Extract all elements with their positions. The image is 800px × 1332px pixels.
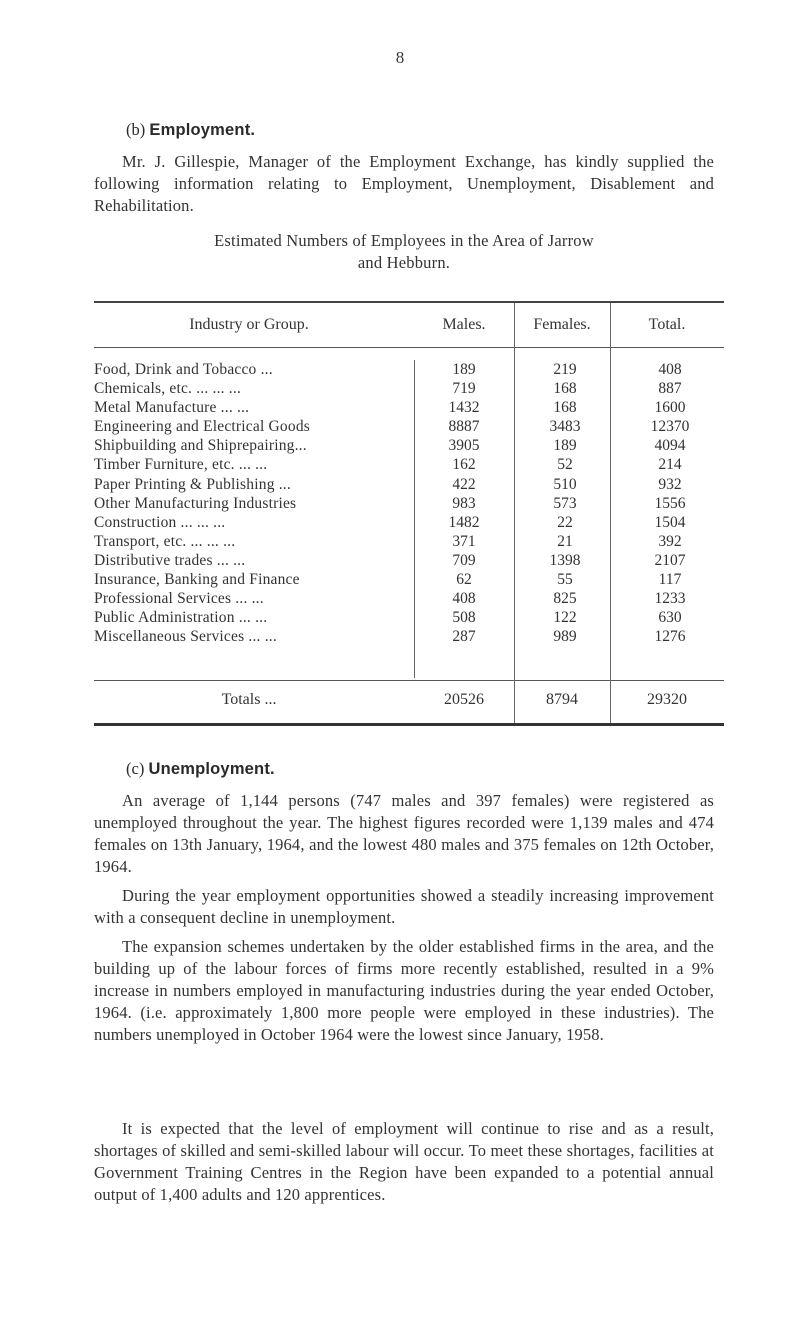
header-total: Total. xyxy=(648,316,686,333)
row-males: 371 xyxy=(452,532,476,550)
row-females: 22 xyxy=(557,513,573,531)
header-males: Males. xyxy=(442,316,486,333)
table-row xyxy=(94,494,724,513)
row-industry: Timber Furniture, etc. ... ... xyxy=(94,456,268,474)
table-row xyxy=(94,379,724,398)
row-total: 392 xyxy=(658,532,682,550)
row-males: 983 xyxy=(452,494,476,512)
row-males: 62 xyxy=(456,571,472,589)
row-industry: Professional Services ... ... xyxy=(94,590,264,608)
row-industry: Food, Drink and Tobacco ... xyxy=(94,361,273,378)
table-row xyxy=(94,455,724,474)
header-divider xyxy=(94,347,724,348)
totals-label: Totals ... xyxy=(221,691,277,708)
row-total: 1276 xyxy=(654,628,686,646)
row-industry: Construction ... ... ... xyxy=(94,513,226,531)
row-males: 422 xyxy=(452,475,476,493)
row-total: 1504 xyxy=(654,513,686,531)
employment-table xyxy=(94,360,724,646)
section-b-intro: Mr. J. Gillespie, Manager of the Employment Exchange, has kindly supplied the following information relating to Employment, Unemployment, Disablement and Rehabilitation. xyxy=(94,152,714,215)
row-males: 3905 xyxy=(448,437,480,455)
row-industry: Paper Printing & Publishing ... xyxy=(94,475,291,493)
row-males: 162 xyxy=(452,456,476,474)
totals-divider xyxy=(94,680,724,681)
table-top-rule xyxy=(94,301,724,303)
row-industry: Miscellaneous Services ... ... xyxy=(94,628,277,646)
row-males: 719 xyxy=(452,380,476,398)
row-industry: Public Administration ... ... xyxy=(94,609,268,627)
totals-total: 29320 xyxy=(647,691,687,708)
table-row xyxy=(94,589,724,608)
row-males: 287 xyxy=(452,628,476,646)
table-caption-line1: Estimated Numbers of Employees in the Area of Jarrow xyxy=(214,231,594,250)
row-industry: Insurance, Banking and Finance xyxy=(94,571,300,589)
row-industry: Engineering and Electrical Goods xyxy=(94,418,311,436)
table-caption-line2: and Hebburn. xyxy=(357,253,451,272)
row-females: 989 xyxy=(553,628,577,646)
row-females: 168 xyxy=(553,380,577,398)
row-males: 508 xyxy=(452,609,476,627)
section-c-paragraph-4: It is expected that the level of employment will continue to rise and as a result, shortages of skilled and semi-skilled labour will occur. To meet these shortages, facilities at Government Training Centres in the Region have been expanded to a potential annual output of 1,400 adults and 120 apprentices. xyxy=(94,1119,714,1204)
row-industry: Chemicals, etc. ... ... ... xyxy=(94,380,242,398)
section-c-heading xyxy=(126,759,275,779)
table-row xyxy=(94,551,724,570)
section-b-heading xyxy=(126,120,255,140)
row-males: 8887 xyxy=(448,418,480,436)
employment-table-body xyxy=(94,360,724,646)
row-females: 189 xyxy=(553,437,577,455)
row-males: 408 xyxy=(452,590,476,608)
row-males: 1482 xyxy=(448,513,480,531)
section-c-title: Unemployment. xyxy=(148,760,275,778)
section-c-paragraph-2: During the year employment opportunities showed a steadily increasing improvement with a consequent decline in unemployment. xyxy=(94,886,714,927)
section-b-title: Employment. xyxy=(149,121,256,139)
table-row xyxy=(94,360,724,379)
row-total: 932 xyxy=(658,475,682,493)
row-males: 1432 xyxy=(448,399,480,417)
row-total: 408 xyxy=(658,361,682,378)
header-industry: Industry or Group. xyxy=(189,316,309,333)
row-females: 168 xyxy=(553,399,577,417)
row-industry: Transport, etc. ... ... ... xyxy=(94,532,236,550)
row-total: 214 xyxy=(658,456,682,474)
row-females: 122 xyxy=(553,609,577,627)
row-females: 52 xyxy=(557,456,573,474)
row-total: 12370 xyxy=(650,418,690,436)
row-total: 117 xyxy=(658,571,682,589)
row-males: 189 xyxy=(452,361,476,378)
row-males: 709 xyxy=(452,551,476,569)
row-total: 2107 xyxy=(654,551,686,569)
table-row xyxy=(94,436,724,455)
row-total: 1600 xyxy=(654,399,686,417)
table-row xyxy=(94,475,724,494)
row-industry: Shipbuilding and Shiprepairing... xyxy=(94,437,307,455)
table-row xyxy=(94,532,724,551)
table-row xyxy=(94,627,724,646)
row-females: 1398 xyxy=(549,551,581,569)
table-row xyxy=(94,513,724,532)
section-b-label: (b) xyxy=(126,120,146,139)
totals-females: 8794 xyxy=(546,691,578,708)
table-row xyxy=(94,417,724,436)
totals-males: 20526 xyxy=(444,691,484,708)
row-total: 887 xyxy=(658,380,682,398)
row-females: 219 xyxy=(553,361,577,378)
table-bottom-rule xyxy=(94,723,724,726)
row-industry: Metal Manufacture ... ... xyxy=(94,399,250,417)
row-females: 573 xyxy=(553,494,577,512)
row-total: 630 xyxy=(658,609,682,627)
table-row xyxy=(94,398,724,417)
row-total: 4094 xyxy=(654,437,686,455)
row-females: 55 xyxy=(557,571,573,589)
page-number: 8 xyxy=(395,48,405,67)
row-industry: Distributive trades ... ... xyxy=(94,551,246,569)
row-females: 825 xyxy=(553,590,577,608)
row-total: 1556 xyxy=(654,494,686,512)
row-females: 510 xyxy=(553,475,577,493)
section-c-paragraph-3: The expansion schemes undertaken by the older established firms in the area, and the building up of the labour forces of firms more recently established, resulted in a 9% increase in numbers employed in manufacturing industries during the year ended October, 1964. (i.e. approximately 1,800 more people were employed in these industries). The numbers unemployed in October 1964 were the lowest since January, 1958. xyxy=(94,937,714,1044)
header-females: Females. xyxy=(533,316,591,333)
row-industry: Other Manufacturing Industries xyxy=(94,494,297,512)
row-females: 21 xyxy=(557,532,573,550)
table-row xyxy=(94,570,724,589)
table-row xyxy=(94,608,724,627)
row-females: 3483 xyxy=(549,418,581,436)
section-c-label: (c) xyxy=(126,759,145,778)
row-total: 1233 xyxy=(654,590,686,608)
section-c-paragraph-1: An average of 1,144 persons (747 males and 397 females) were registered as unemployed throughout the year. The highest figures recorded were 1,139 males and 474 females on 13th January, 1964, and the lowest 480 males and 375 females on 12th October, 1964. xyxy=(94,791,714,876)
